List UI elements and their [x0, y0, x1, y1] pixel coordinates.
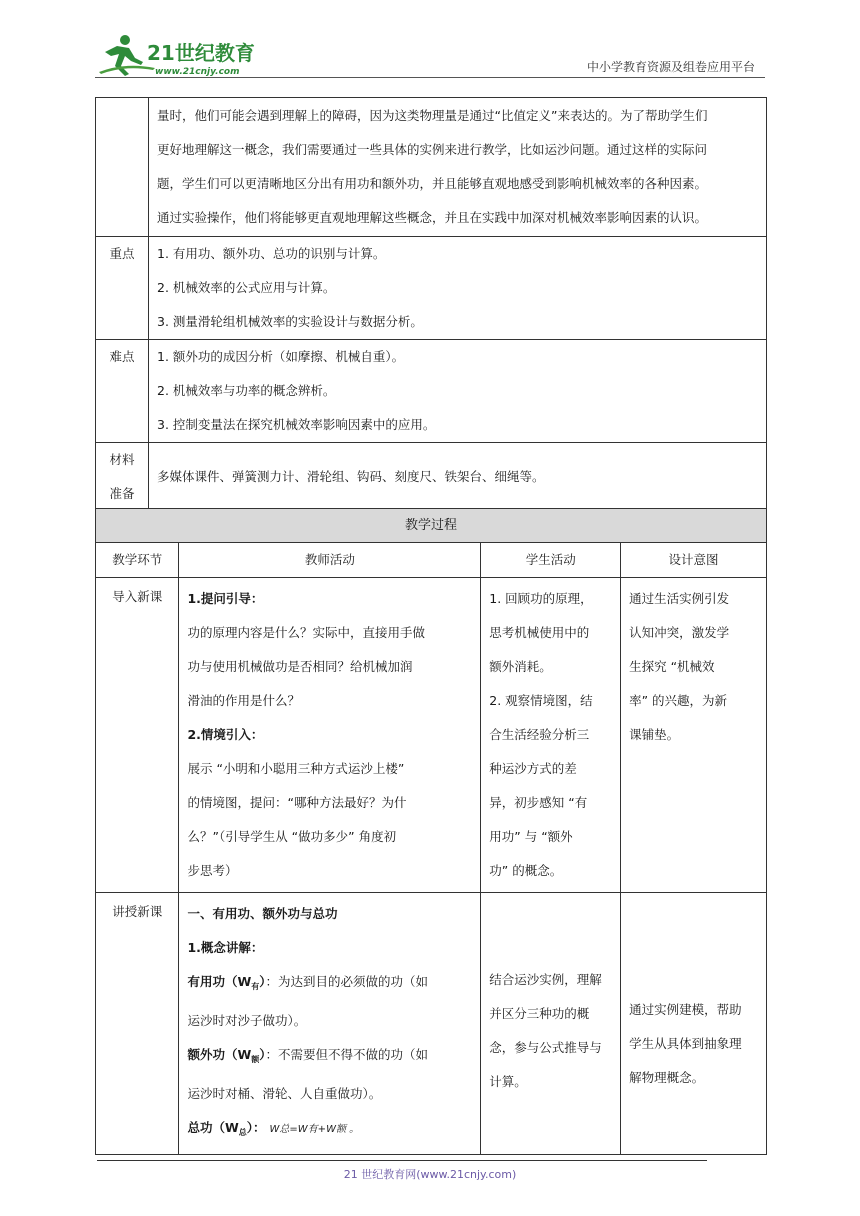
column-header: 学生活动 — [481, 543, 621, 578]
difficulties-label: 难点 — [96, 340, 149, 443]
teacher-heading — [187, 718, 472, 752]
key-point-item: 3. 测量滑轮组机械效率的实验设计与数据分析。 — [157, 314, 423, 329]
intent-text: 通过实例建模，帮助 — [629, 1002, 742, 1017]
teacher-activity-cell — [179, 578, 481, 893]
student-text: 异，初步感知 “有 — [489, 795, 588, 810]
teacher-heading-text: 1.提问引导： — [187, 591, 264, 606]
column-header: 教师活动 — [179, 543, 481, 578]
teacher-text: 的情境图，提问：“哪种方法最好？为什 — [187, 795, 407, 810]
total-work-close: ）： — [246, 1120, 266, 1135]
intro-line: 题，学生们可以更清晰地区分出有用功和额外功，并且能够直观地感受到影响机械效率的各种因素。 — [157, 176, 708, 191]
useful-work-line — [187, 965, 472, 1004]
student-activity-cell — [481, 893, 621, 1155]
extra-work-label: 额外功（W — [187, 1047, 252, 1062]
total-work-sub: 总 — [238, 1128, 247, 1137]
total-work-line — [187, 1111, 472, 1150]
platform-title: 中小学教育资源及组卷应用平台 — [586, 60, 755, 74]
table-row — [96, 893, 767, 1155]
useful-work-close: ） — [259, 974, 266, 989]
difficulty-item: 1. 额外功的成因分析（如摩擦、机械自重）。 — [157, 349, 405, 364]
process-title-row — [96, 509, 767, 543]
student-text: 种运沙方式的差 — [489, 761, 577, 776]
extra-work-sub: 额 — [251, 1055, 260, 1064]
stage-label: 讲授新课 — [112, 904, 163, 919]
teacher-text: 滑油的作用是什么？ — [187, 693, 300, 708]
intro-row — [96, 98, 767, 237]
materials-label-1: 材料 — [109, 452, 135, 467]
materials-row — [96, 443, 767, 512]
difficulties-row — [96, 340, 767, 443]
key-points-label: 重点 — [96, 237, 149, 340]
teacher-text: 展示 “小明和小聪用三种方式运沙上楼” — [187, 761, 405, 776]
teacher-text: 功的原理内容是什么？实际中，直接用手做 — [187, 625, 425, 640]
teacher-text: 运沙时对桶、滑轮、人自重做功）。 — [187, 1086, 382, 1101]
useful-work-label: 有用功（W — [187, 974, 252, 989]
intent-text: 解物理概念。 — [629, 1070, 705, 1085]
lesson-info-table — [95, 97, 767, 512]
design-intent-cell — [621, 578, 767, 893]
teacher-text: 步思考） — [187, 863, 238, 878]
student-text: 1. 回顾功的原理， — [489, 591, 593, 606]
table-row — [96, 578, 767, 893]
column-header-row — [96, 543, 767, 578]
key-points-list — [149, 237, 767, 340]
process-title: 教学过程 — [96, 509, 767, 543]
student-text: 合生活经验分析三 — [489, 727, 590, 742]
student-activity-cell — [481, 578, 621, 893]
teacher-text: 功与使用机械做功是否相同？给机械加润 — [187, 659, 413, 674]
difficulties-list — [149, 340, 767, 443]
teacher-section-title: 一、有用功、额外功与总功 — [187, 906, 338, 921]
total-work-formula: W总=W有+W额 。 — [269, 1124, 360, 1135]
useful-work-sub: 有 — [251, 982, 260, 991]
intro-line: 通过实验操作，他们将能够更直观地理解这些概念，并且在实践中加深对机械效率影响因素的认识。 — [157, 210, 708, 225]
extra-work-close: ） — [259, 1047, 266, 1062]
stage-label: 导入新课 — [112, 589, 163, 604]
materials-text — [149, 443, 767, 512]
student-text: 念，参与公式推导与 — [489, 1040, 602, 1055]
extra-work-line — [187, 1038, 472, 1077]
extra-work-text: ：不需要但不得不做的功（如 — [265, 1047, 429, 1062]
teacher-heading — [187, 582, 472, 616]
student-text: 思考机械使用中的 — [489, 625, 590, 640]
logo — [95, 32, 275, 78]
footer-link[interactable]: 21 世纪教育网(www.21cnjy.com) — [343, 1168, 517, 1181]
intent-text: 通过生活实例引发 — [629, 591, 730, 606]
intent-text: 生探究 “机械效 — [629, 659, 715, 674]
teacher-heading — [187, 897, 472, 931]
key-point-item: 1. 有用功、额外功、总功的识别与计算。 — [157, 246, 386, 261]
materials-value: 多媒体课件、弹簧测力计、滑轮组、钩码、刻度尺、铁架台、细绳等。 — [157, 469, 545, 484]
intent-text: 率” 的兴趣，为新 — [629, 693, 728, 708]
teacher-text: 么？”（引导学生从 “做功多少” 角度初 — [187, 829, 397, 844]
materials-label-2: 准备 — [109, 486, 135, 501]
student-text: 用功” 与 “额外 — [489, 829, 573, 844]
stage-cell — [96, 893, 179, 1155]
teacher-text: 运沙时对沙子做功）。 — [187, 1013, 307, 1028]
stage-cell — [96, 578, 179, 893]
useful-work-text: ：为达到目的必须做的功（如 — [265, 974, 429, 989]
student-text: 并区分三种功的概 — [489, 1006, 590, 1021]
intro-line: 更好地理解这一概念，我们需要通过一些具体的实例来进行教学，比如运沙问题。通过这样的实际问 — [157, 142, 708, 157]
student-text: 计算。 — [489, 1074, 527, 1089]
teaching-process-table — [95, 508, 767, 1155]
teacher-heading-text: 1.概念讲解： — [187, 940, 264, 955]
teacher-heading — [187, 931, 472, 965]
difficulty-item: 2. 机械效率与功率的概念辨析。 — [157, 383, 336, 398]
intro-label-cell — [96, 98, 149, 237]
intent-text: 学生从具体到抽象理 — [629, 1036, 742, 1051]
intro-text-cell — [149, 98, 767, 237]
student-text: 额外消耗。 — [489, 659, 552, 674]
key-point-item: 2. 机械效率的公式应用与计算。 — [157, 280, 336, 295]
footer-divider — [97, 1160, 707, 1161]
key-points-row — [96, 237, 767, 340]
header-divider — [95, 77, 765, 78]
logo-url: www.21cnjy.com — [155, 67, 240, 77]
student-text: 结合运沙实例，理解 — [489, 972, 602, 987]
materials-label — [96, 443, 149, 512]
total-work-label: 总功（W — [187, 1120, 239, 1135]
page-header — [95, 30, 765, 78]
teacher-activity-cell — [179, 893, 481, 1155]
intent-text: 认知冲突，激发学 — [629, 625, 730, 640]
column-header: 设计意图 — [621, 543, 767, 578]
design-intent-cell — [621, 893, 767, 1155]
column-header: 教学环节 — [96, 543, 179, 578]
difficulty-item: 3. 控制变量法在探究机械效率影响因素中的应用。 — [157, 417, 436, 432]
student-text: 2. 观察情境图，结 — [489, 693, 593, 708]
student-text: 功” 的概念。 — [489, 863, 563, 878]
intent-text: 课铺垫。 — [629, 727, 680, 742]
logo-text: 21世纪教育 — [147, 41, 255, 65]
intro-line: 量时，他们可能会遇到理解上的障碍，因为这类物理量是通过“比值定义”来表达的。为了帮助学生们 — [157, 108, 708, 123]
teacher-heading-text: 2.情境引入： — [187, 727, 264, 742]
